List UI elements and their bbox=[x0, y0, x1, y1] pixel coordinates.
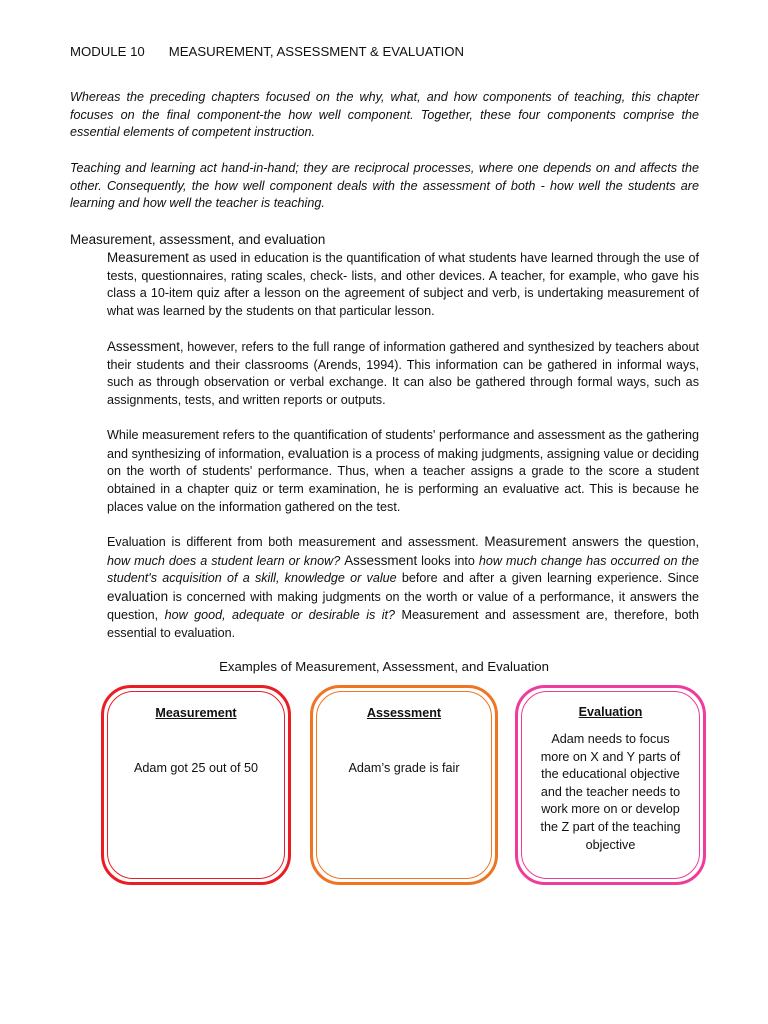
section-title: Measurement, assessment, and evaluation bbox=[70, 232, 326, 247]
measurement-text: as used in education is the quantification of what students have learned through the use of tests, questionnaires, rating scales, check- lists, and other devices. A teacher, for example, who gave his class a 10-item quiz after a lesson on the agreement of subject and verb, is undertaking measurement of what was learned by the students on that particular lesson. bbox=[107, 251, 699, 319]
evaluation-term: evaluation bbox=[287, 445, 349, 461]
module-heading bbox=[70, 43, 464, 61]
assessment-term: Assessment bbox=[107, 339, 180, 354]
evaluation-example-box bbox=[515, 685, 706, 885]
evaluation-text-after: is a process of making judgments, assigning value or deciding on the worth of students' performance. Thus, when a teacher assigns a grade to the score a student obtained in a chapter quiz or term examination, he is performing an evaluative act. This is because he places value on the information gathered on the test. bbox=[107, 446, 699, 514]
intro-paragraph-1: Whereas the preceding chapters focused on the why, what, and how components of teaching, this chapter focuses on the final component-the how well component. Together, these four components comprise the essential elements of competent instruction. bbox=[70, 90, 699, 140]
difference-text-2: answers the question, bbox=[566, 535, 699, 549]
intro-paragraph-2: Teaching and learning act hand-in-hand; they are reciprocal processes, where one depends on and affects the other. Consequently, the how well component deals with the assessment of both - how well the students are learning and how well the teacher is teaching. bbox=[70, 161, 699, 211]
assessment-example-box bbox=[310, 685, 498, 885]
measurement-example-box bbox=[101, 685, 291, 885]
difference-question-2: how much change has occurred on the student's acquisition of a skill, knowledge or value bbox=[107, 553, 700, 586]
measurement-term: Measurement bbox=[107, 250, 189, 265]
box-text: Adam got 25 out of 50 bbox=[134, 761, 258, 775]
evaluation-paragraph bbox=[107, 427, 699, 517]
box-title: Measurement bbox=[155, 706, 237, 720]
difference-text-7: Measurement and assessment are, therefore, both essential to evaluation. bbox=[107, 607, 699, 640]
difference-question-1: how much does a student learn or know? bbox=[107, 553, 341, 568]
difference-paragraph bbox=[107, 533, 699, 642]
difference-text-4: looks into bbox=[417, 553, 479, 568]
difference-question-3: how good, adequate or desirable is it? bbox=[164, 607, 396, 622]
assessment-text: , however, refers to the full range of information gathered and synthesized by teachers about their students and their classrooms (Arends, 1994). This information can be gathered in informal ways, such as through observation or verbal exchange. It can also be gathered through formal ways, such as assignments, tests, and written reports or outputs. bbox=[107, 340, 699, 408]
difference-text-5: before and after a given learning experience. Since bbox=[396, 571, 699, 586]
evaluation-text-before: While measurement refers to the quantification of students' performance and assessment as the gathering and synthesizing of information, bbox=[107, 428, 699, 461]
box-text: Adam’s grade is fair bbox=[348, 761, 460, 775]
difference-text-1: Evaluation is different from both measurement and assessment. bbox=[107, 535, 485, 549]
module-number: MODULE 10 bbox=[70, 44, 145, 59]
examples-title: Examples of Measurement, Assessment, and Evaluation bbox=[219, 659, 549, 674]
difference-term-measurement: Measurement bbox=[484, 534, 567, 549]
difference-text-6: is concerned with making judgments on the worth or value of a performance, it answers the question, bbox=[107, 590, 699, 622]
assessment-paragraph bbox=[107, 338, 699, 410]
module-title: MEASUREMENT, ASSESSMENT & EVALUATION bbox=[168, 44, 465, 59]
box-text: Adam needs to focus more on X and Y parts of the educational objective and the teacher needs to work more on or develop the Z part of the teaching objective bbox=[540, 732, 681, 852]
difference-term-assessment: Assessment bbox=[344, 552, 418, 568]
box-title: Assessment bbox=[366, 706, 442, 720]
box-title: Evaluation bbox=[578, 705, 643, 719]
measurement-paragraph bbox=[107, 249, 699, 321]
difference-term-evaluation: evaluation bbox=[107, 589, 169, 605]
